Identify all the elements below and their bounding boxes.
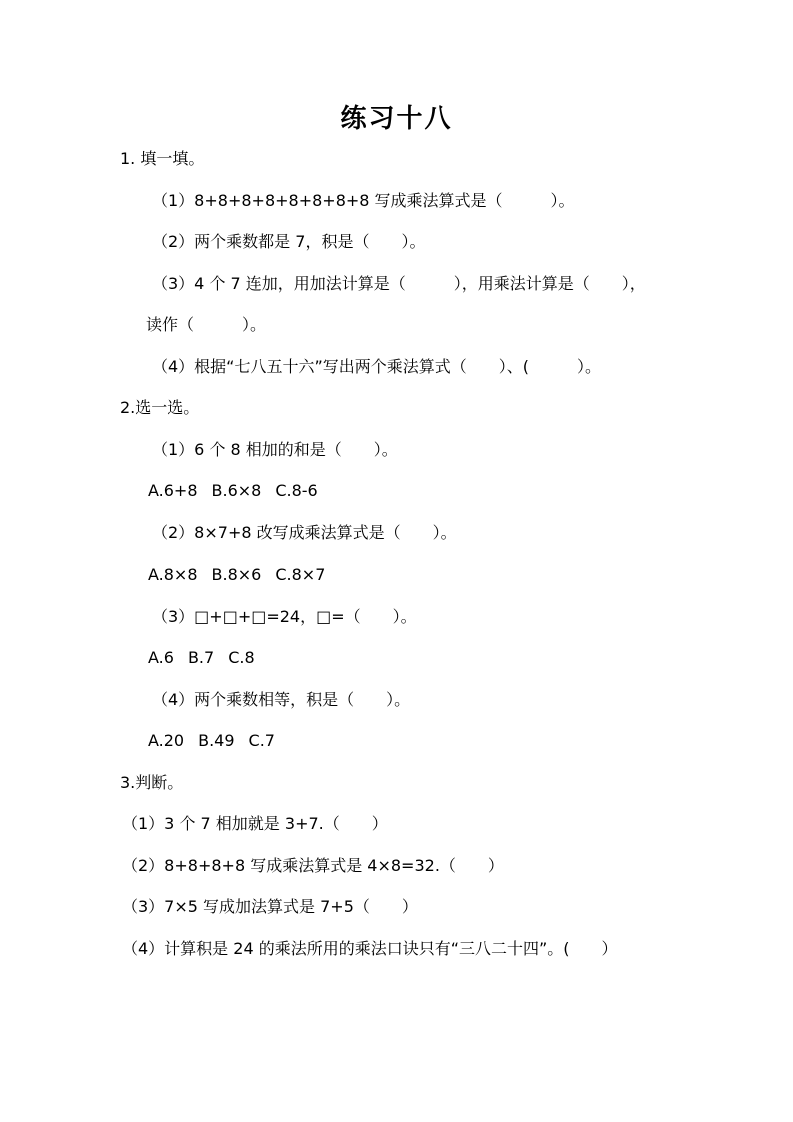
option-c: C.8×7 [275, 565, 326, 584]
option-c: C.8-6 [275, 481, 318, 500]
option-c: C.8 [228, 648, 255, 667]
section-2-question-3: （3）□+□+□=24，□=（ ）。 [152, 607, 417, 626]
option-b: B.49 [198, 731, 235, 750]
option-a: A.8×8 [148, 565, 198, 584]
option-b: B.6×8 [211, 481, 262, 500]
section-2-question-2: （2）8×7+8 改写成乘法算式是（ ）。 [152, 523, 457, 542]
section-3-question-1: （1）3 个 7 相加就是 3+7.（ ） [122, 814, 388, 833]
section-1-heading: 1. 填一填。 [120, 149, 205, 168]
option-b: B.8×6 [211, 565, 262, 584]
section-2-heading: 2.选一选。 [120, 398, 200, 417]
option-a: A.6 [148, 648, 174, 667]
section-2-question-1-options [148, 480, 318, 502]
section-2-question-1: （1）6 个 8 相加的和是（ ）。 [152, 440, 398, 459]
section-3-question-2: （2）8+8+8+8 写成乘法算式是 4×8=32.（ ） [122, 856, 504, 875]
option-c: C.7 [248, 731, 275, 750]
page-title: 练习十八 [340, 104, 453, 134]
option-a: A.20 [148, 731, 185, 750]
section-1-question-3: （3）4 个 7 连加，用加法计算是（ ），用乘法计算是（ ）， [152, 274, 646, 293]
section-1-question-2: （2）两个乘数都是 7，积是（ ）。 [152, 232, 426, 251]
section-1-question-3-continued: 读作（ ）。 [146, 315, 267, 334]
section-2-question-3-options [148, 647, 255, 669]
section-2-question-2-options [148, 564, 325, 586]
section-1-question-1: （1）8+8+8+8+8+8+8+8 写成乘法算式是（ ）。 [152, 191, 575, 210]
section-2-question-4-options [148, 730, 275, 752]
option-b: B.7 [187, 648, 215, 667]
section-2-question-4: （4）两个乘数相等，积是（ ）。 [152, 690, 411, 709]
section-1-question-4: （4）根据“七八五十六”写出两个乘法算式（ ）、( ）。 [152, 357, 602, 376]
section-3-heading: 3.判断。 [120, 773, 184, 792]
option-a: A.6+8 [148, 481, 198, 500]
section-3-question-3: （3）7×5 写成加法算式是 7+5（ ） [122, 897, 418, 916]
section-3-question-4: （4）计算积是 24 的乘法所用的乘法口诀只有“三八二十四”。( ） [122, 939, 618, 958]
